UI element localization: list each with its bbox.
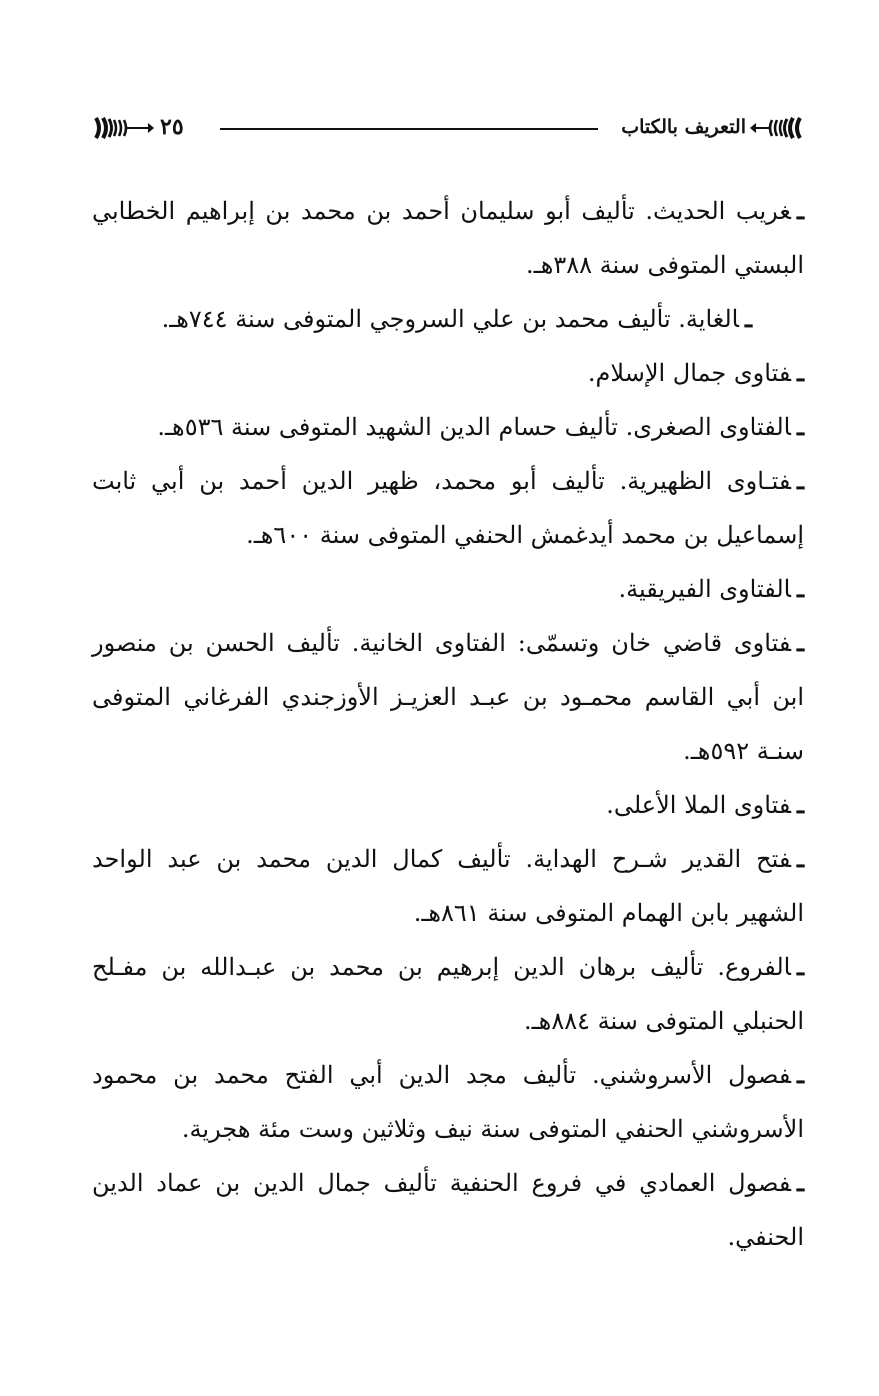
entry-dash: ـ — [796, 466, 804, 495]
header-ornament-left-icon — [92, 117, 156, 139]
entry-text: الغاية. تأليف محمد بن علي السروجي المتوفى سنة ٧٤٤هـ. — [161, 305, 739, 333]
entry-text: فصول العمادي في فروع الحنفية تأليف جمال الدين بن عماد الدين الحنفي. — [92, 1169, 804, 1251]
entry-al-fatawa-al-sughra — [92, 400, 804, 454]
entry-text: الفتاوى الفيريقية. — [618, 575, 791, 603]
entry-dash: ـ — [744, 304, 752, 333]
entry-text: الفتاوى الصغرى. تأليف حسام الدين الشهيد المتوفى سنة ٥٣٦هـ. — [157, 413, 791, 441]
entry-text: فتاوى جمال الإسلام. — [587, 359, 791, 387]
entry-dash: ـ — [796, 358, 804, 387]
entry-text: فتح القدير شـرح الهداية. تأليف كمال الدين محمد بن عبد الواحد الشهير بابن الهمام المتوفى سنة ٨٦١هـ. — [92, 845, 804, 927]
header-ornament-right-icon — [748, 117, 804, 139]
entry-al-fatawa-al-firiqiyya — [92, 562, 804, 616]
entry-dash: ـ — [796, 628, 804, 657]
entry-al-ghaya — [92, 292, 804, 346]
entry-text: فصول الأسروشني. تأليف مجد الدين أبي الفتح محمد بن محمود الأسروشني الحنفي المتوفى سنة نيف وثلاثين وست مئة هجرية. — [92, 1061, 804, 1143]
entry-dash: ـ — [796, 790, 804, 819]
entry-dash: ـ — [796, 196, 804, 225]
entry-fatawa-qadi-khan — [92, 616, 804, 778]
entry-dash: ـ — [796, 1060, 804, 1089]
header-rule — [220, 128, 598, 130]
entry-al-furu — [92, 940, 804, 1048]
entry-dash: ـ — [796, 952, 804, 981]
running-header — [92, 112, 804, 148]
entry-text: غريب الحديث. تأليف أبو سليمان أحمد بن محمد بن إبراهيم الخطابي البستي المتوفى سنة ٣٨٨هـ. — [92, 197, 804, 279]
entry-dash: ـ — [796, 574, 804, 603]
entry-fusul-al-imadi — [92, 1156, 804, 1264]
entry-fatawa-al-mulla-al-ala — [92, 778, 804, 832]
entry-dash: ـ — [796, 1168, 804, 1197]
entry-dash: ـ — [796, 412, 804, 441]
entry-fatawa-al-zahiriyya — [92, 454, 804, 562]
entry-gharib-al-hadith — [92, 184, 804, 292]
entry-text: فتاوى قاضي خان وتسمّى: الفتاوى الخانية. تأليف الحسن بن منصور ابن أبي القاسم محمـود بن عبـد العزيـز الأوزجندي الفرغاني المتوفى سنـة ٥٩٢هـ. — [92, 629, 804, 765]
page-number: ٢٥ — [160, 114, 184, 140]
entry-fusul-al-usrushani — [92, 1048, 804, 1156]
entry-text: الفروع. تأليف برهان الدين إبرهيم بن محمد بن عبـدالله بن مفـلح الحنبلي المتوفى سنة ٨٨٤هـ. — [92, 953, 804, 1035]
entry-text: فتـاوى الظهيرية. تأليف أبو محمد، ظهير الدين أحمد بن أبي ثابت إسماعيل بن محمد أيدغمش الحنفي المتوفى سنة ٦٠٠هـ. — [92, 467, 804, 549]
running-header-title: التعريف بالكتاب — [621, 116, 746, 138]
entry-dash: ـ — [796, 844, 804, 873]
page-body — [92, 184, 804, 1264]
entry-text: فتاوى الملا الأعلى. — [606, 791, 791, 819]
entry-fath-al-qadir — [92, 832, 804, 940]
entry-fatawa-jamal-al-islam — [92, 346, 804, 400]
